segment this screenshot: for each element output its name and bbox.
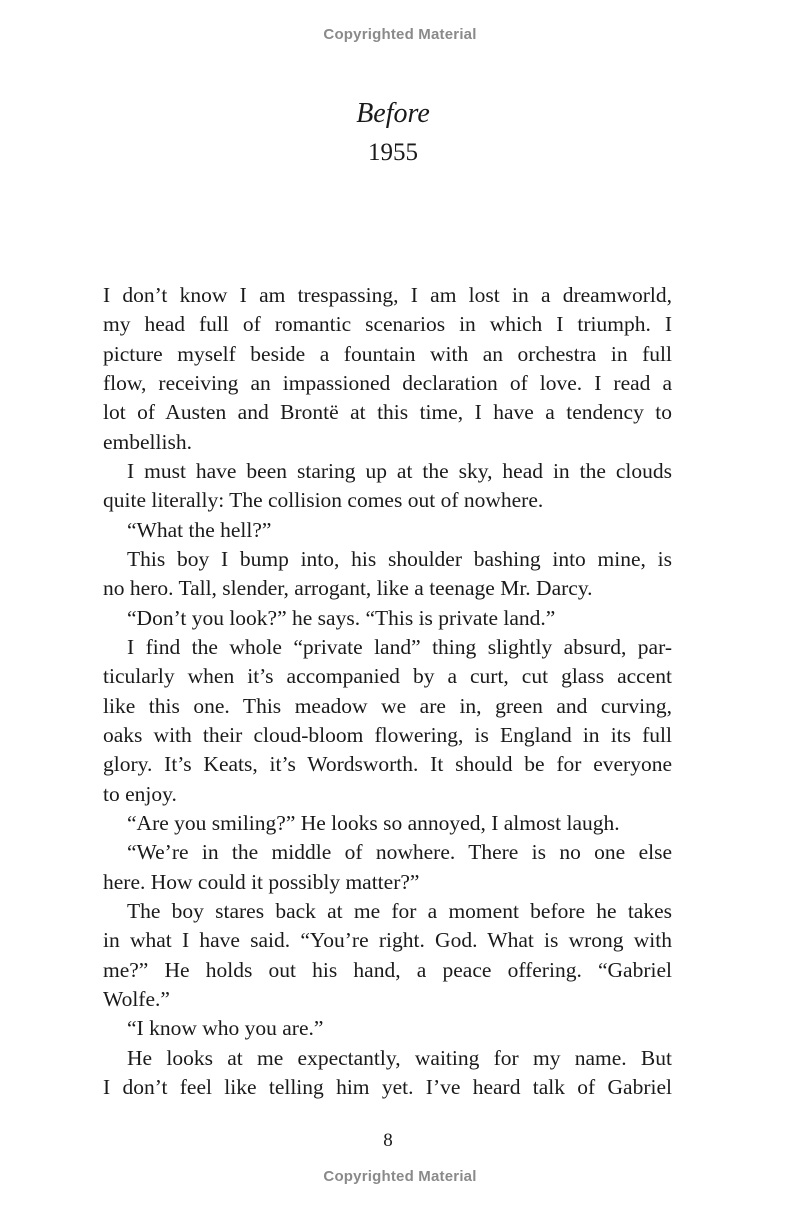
text-line: lot of Austen and Brontë at this time, I have a tendency to: [103, 400, 672, 425]
text-line: “Don’t you look?” he says. “This is private land.”: [127, 605, 556, 630]
text-line: in what I have said. “You’re right. God. What is wrong with: [103, 928, 672, 953]
chapter-year: 1955: [368, 139, 418, 166]
text-line: embellish.: [103, 429, 192, 454]
text-line: “Are you smiling?” He looks so annoyed, I almost laugh.: [127, 810, 620, 835]
text-line: I find the whole “private land” thing slightly absurd, par-: [127, 634, 672, 659]
text-line: I don’t know I am trespassing, I am lost in a dreamworld,: [103, 283, 672, 307]
text-line: He looks at me expectantly, waiting for my name. But: [127, 1045, 672, 1070]
text-line: here. How could it possibly matter?”: [103, 869, 420, 894]
text-line: The boy stares back at me for a moment before he takes: [127, 898, 672, 923]
text-line: “We’re in the middle of nowhere. There is no one else: [127, 840, 672, 865]
text-line: “What the hell?”: [127, 517, 272, 542]
body-text: [103, 281, 672, 1102]
page-number: 8: [383, 1130, 393, 1151]
chapter-title: Before: [356, 98, 430, 129]
text-line: flow, receiving an impassioned declaration of love. I read a: [103, 370, 672, 395]
text-line: me?” He holds out his hand, a peace offering. “Gabriel: [103, 957, 672, 982]
text-line: no hero. Tall, slender, arrogant, like a teenage Mr. Darcy.: [103, 576, 593, 601]
copyright-watermark-top: Copyrighted Material: [323, 26, 477, 43]
text-line: I don’t feel like telling him yet. I’ve heard talk of Gabriel: [103, 1074, 672, 1099]
text-line: to enjoy.: [103, 781, 177, 806]
text-line: my head full of romantic scenarios in which I triumph. I: [103, 312, 672, 337]
text-line: like this one. This meadow we are in, green and curving,: [103, 693, 672, 718]
copyright-watermark-bottom: Copyrighted Material: [323, 1168, 477, 1185]
text-line: glory. It’s Keats, it’s Wordsworth. It should be for everyone: [103, 752, 672, 777]
text-line: “I know who you are.”: [127, 1016, 324, 1041]
text-line: I must have been staring up at the sky, head in the clouds: [127, 458, 672, 483]
text-line: ticularly when it’s accompanied by a curt, cut glass accent: [103, 664, 672, 689]
text-line: quite literally: The collision comes out of nowhere.: [103, 488, 544, 513]
text-line: oaks with their cloud-bloom flowering, is England in its full: [103, 722, 672, 747]
text-line: picture myself beside a fountain with an orchestra in full: [103, 341, 672, 366]
text-line: This boy I bump into, his shoulder bashing into mine, is: [127, 546, 672, 571]
text-line: Wolfe.”: [103, 986, 170, 1011]
